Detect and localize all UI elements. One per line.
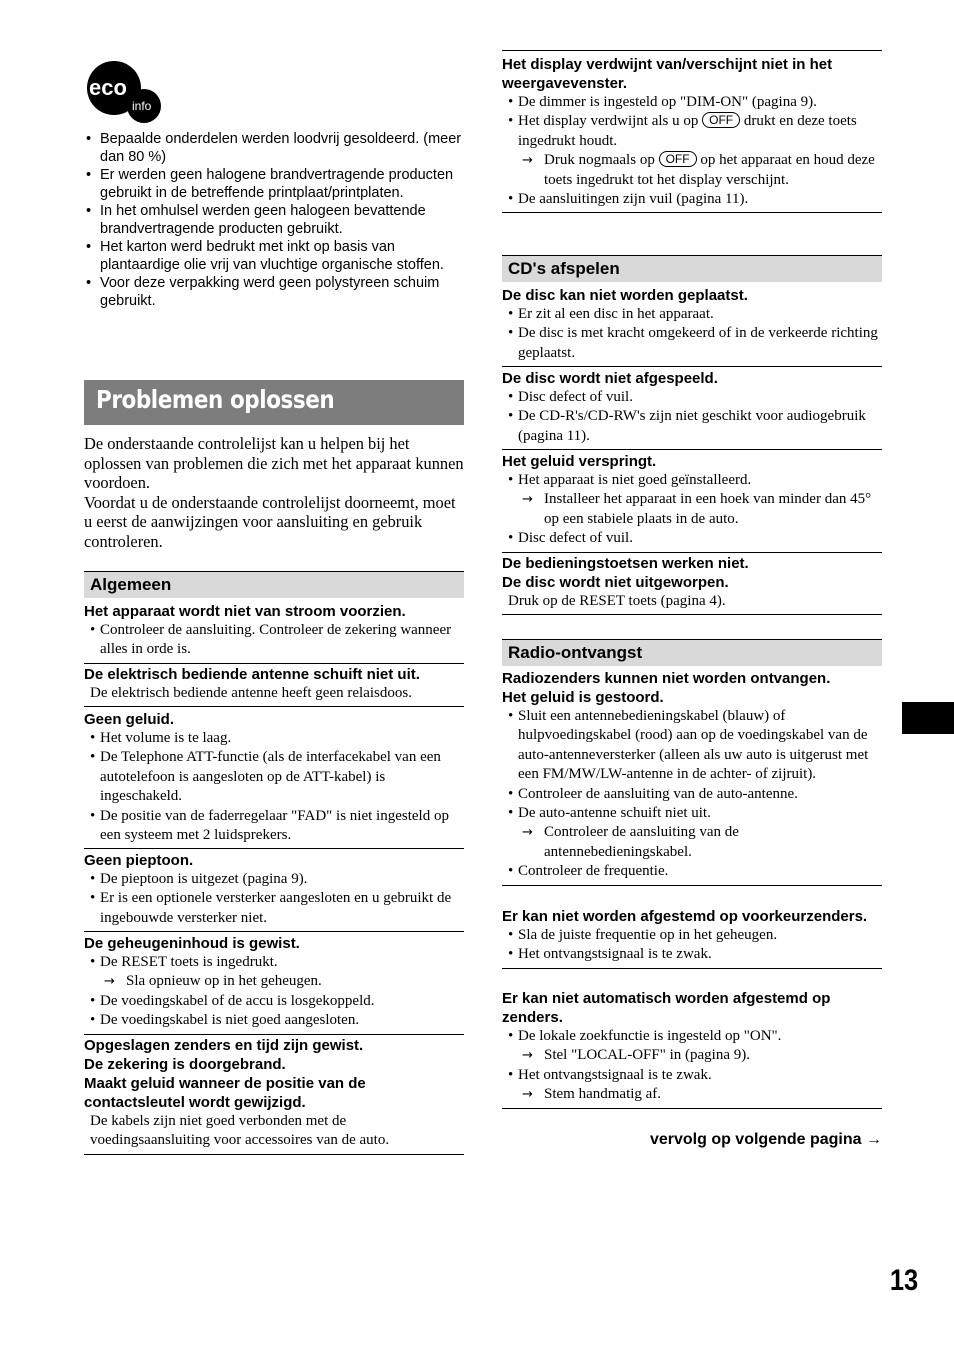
cause-item: • Controleer de frequentie. [502, 862, 882, 881]
cause-item: • Controleer de aansluiting van de auto-antenne. [502, 785, 882, 804]
text-fragment: drukt en deze toets ingedrukt houdt. [518, 113, 857, 149]
problem-title: Maakt geluid wanneer de positie van de contactsleutel wordt gewijzigd. [84, 1075, 366, 1111]
cause-item: • De pieptoon is uitgezet (pagina 9). [84, 870, 464, 889]
eco-bullet: • Er werden geen halogene brandvertragende producten gebruikt in de betreffende printplaat/printplaten. [84, 166, 464, 202]
problem-title: Er kan niet worden afgestemd op voorkeurzenders. [502, 908, 868, 925]
text-fragment: Druk nogmaals op [544, 152, 655, 169]
cause-item: • Controleer de aansluiting. Controleer de zekering wanneer alles in orde is. [84, 621, 464, 660]
cause-item: • Sluit een antennebedieningskabel (blauw) of hulpvoedingskabel (rood) aan op de voedingskabel van de auto-antenneversterker (alleen als uw auto is uitgerust met een FM/MW/LW-antenne in de achter- of zijruit). [502, 707, 882, 785]
problem-title: Opgeslagen zenders en tijd zijn gewist. [84, 1037, 364, 1054]
remedy-item: → Sla opnieuw op in het geheugen. [84, 972, 464, 991]
main-title: Problemen oplossen [96, 385, 335, 414]
section-heading-label: Radio-ontvangst [508, 643, 643, 662]
intro-paragraph: Voordat u de onderstaande controlelijst doorneemt, moet u eerst de aanwijzingen voor aansluiting en gebruik controleren. [84, 492, 456, 551]
problem-block [502, 989, 882, 1109]
remedy-item: → Stel "LOCAL-OFF" in (pagina 9). [502, 1046, 882, 1065]
cause-item: • De CD-R's/CD-RW's zijn niet geschikt voor audiogebruik (pagina 11). [502, 407, 882, 446]
problem-title: Het apparaat wordt niet van stroom voorzien. [84, 603, 406, 620]
cause-item: • De voedingskabel of de accu is losgekoppeld. [84, 992, 464, 1011]
remedy-item [502, 151, 882, 190]
section-heading-cd [502, 255, 882, 282]
cause-item: • De lokale zoekfunctie is ingesteld op "ON". [502, 1027, 882, 1046]
cause-item: • Het ontvangstsignaal is te zwak. [502, 1066, 882, 1085]
section-heading-label: CD's afspelen [508, 259, 620, 278]
remedy-item: → Controleer de aansluiting van de antennebedieningskabel. [502, 823, 882, 862]
cause-item: • Disc defect of vuil. [502, 388, 882, 407]
cause-item: • De Telephone ATT-functie (als de interfacekabel van een autotelefoon is aangesloten op de ATT-kabel) is ingeschakeld. [84, 748, 464, 806]
cause-item: • De disc is met kracht omgekeerd of in de verkeerde richting geplaatst. [502, 324, 882, 363]
problem-title: Het display verdwijnt van/verschijnt niet in het weergavevenster. [502, 56, 833, 92]
problem-title: De disc wordt niet uitgeworpen. [502, 574, 729, 591]
problem-block [502, 55, 882, 213]
section-heading-label: Algemeen [90, 575, 172, 594]
off-button-symbol: OFF [702, 112, 740, 128]
eco-bullet: • Voor deze verpakking werd geen polystyreen schuim gebruikt. [84, 274, 464, 310]
eco-bullet-list [84, 130, 464, 310]
intro-text [84, 434, 464, 551]
cause-item: • De dimmer is ingesteld op "DIM-ON" (pagina 9). [502, 93, 882, 112]
problem-block [502, 369, 882, 450]
cause-item: • Het ontvangstsignaal is te zwak. [502, 945, 882, 964]
problem-title: Geen geluid. [84, 711, 175, 728]
problem-block [502, 286, 882, 367]
cause-item: • De auto-antenne schuift niet uit. [502, 804, 882, 823]
problem-title: Er kan niet automatisch worden afgestemd op zenders. [502, 990, 831, 1026]
section-heading-algemeen [84, 571, 464, 598]
problem-title: De disc kan niet worden geplaatst. [502, 287, 748, 304]
eco-bullet: • Bepaalde onderdelen werden loodvrij gesoldeerd. (meer dan 80 %) [84, 130, 464, 166]
problem-block [84, 1036, 464, 1155]
cause-item: • Het apparaat is niet goed geïnstalleerd. [502, 471, 882, 490]
cause-item: • Er zit al een disc in het apparaat. [502, 305, 882, 324]
problem-title: De geheugeninhoud is gewist. [84, 935, 300, 952]
section-heading-radio [502, 639, 882, 666]
eco-logo-sub-text: info [132, 99, 152, 113]
problem-title: De disc wordt niet afgespeeld. [502, 370, 718, 387]
eco-bullet: • Het karton werd bedrukt met inkt op basis van plantaardige olie vrij van vluchtige organische stoffen. [84, 238, 464, 274]
top-rule [502, 50, 882, 51]
cause-text: De kabels zijn niet goed verbonden met de voedingsaansluiting voor accessoires van de auto. [90, 1113, 390, 1149]
problem-title: Radiozenders kunnen niet worden ontvangen. [502, 670, 831, 687]
problem-title: Het geluid is gestoord. [502, 689, 664, 706]
problem-block [84, 934, 464, 1035]
text-fragment: op het apparaat en houd deze toets ingedrukt tot het display verschijnt. [544, 152, 875, 188]
problem-block [502, 554, 882, 615]
cause-item: • De RESET toets is ingedrukt. [84, 953, 464, 972]
problem-block [502, 669, 882, 886]
cause-item [502, 112, 882, 151]
eco-info-logo [86, 60, 162, 124]
problem-block [84, 851, 464, 932]
page-number: 13 [889, 1264, 919, 1297]
remedy-item: → Installeer het apparaat in een hoek van minder dan 45° op een stabiele plaats in de auto. [502, 490, 882, 529]
problem-title: De bedieningstoetsen werken niet. [502, 555, 749, 572]
cause-text: De elektrisch bediende antenne heeft geen relaisdoos. [90, 685, 412, 701]
cause-item: • Sla de juiste frequentie op in het geheugen. [502, 926, 882, 945]
cause-item: • Disc defect of vuil. [502, 529, 882, 548]
problem-block [502, 452, 882, 553]
off-button-symbol: OFF [659, 151, 697, 167]
text-fragment: Het display verdwijnt als u op [518, 113, 699, 130]
problem-title: Het geluid verspringt. [502, 453, 657, 470]
problem-block [84, 665, 464, 707]
cause-item: • De aansluitingen zijn vuil (pagina 11). [502, 190, 882, 209]
problem-block [84, 602, 464, 664]
continued-note: vervolg op volgende pagina → [649, 1131, 882, 1148]
problem-block [84, 710, 464, 849]
cause-item: • Het volume is te laag. [84, 729, 464, 748]
problem-title: Geen pieptoon. [84, 852, 194, 869]
cause-text: Druk op de RESET toets (pagina 4). [508, 593, 726, 609]
cause-item: • De positie van de faderregelaar "FAD" is niet ingesteld op een systeem met 2 luidsprekers. [84, 807, 464, 846]
eco-logo-main-text: eco [89, 75, 127, 100]
intro-paragraph: De onderstaande controlelijst kan u helpen bij het oplossen van problemen die zich met het apparaat kunnen voordoen. [84, 434, 464, 492]
problem-block [502, 907, 882, 969]
cause-item: • Er is een optionele versterker aangesloten en u gebruikt de ingebouwde versterker niet. [84, 889, 464, 928]
remedy-item: → Stem handmatig af. [502, 1085, 882, 1104]
problem-title: De elektrisch bediende antenne schuift niet uit. [84, 666, 420, 683]
eco-bullet: • In het omhulsel werden geen halogeen bevattende brandvertragende producten gebruikt. [84, 202, 464, 238]
section-tab-marker [902, 702, 954, 734]
main-title-bar [84, 380, 464, 425]
cause-item: • De voedingskabel is niet goed aangesloten. [84, 1011, 464, 1030]
problem-title: De zekering is doorgebrand. [84, 1056, 286, 1073]
